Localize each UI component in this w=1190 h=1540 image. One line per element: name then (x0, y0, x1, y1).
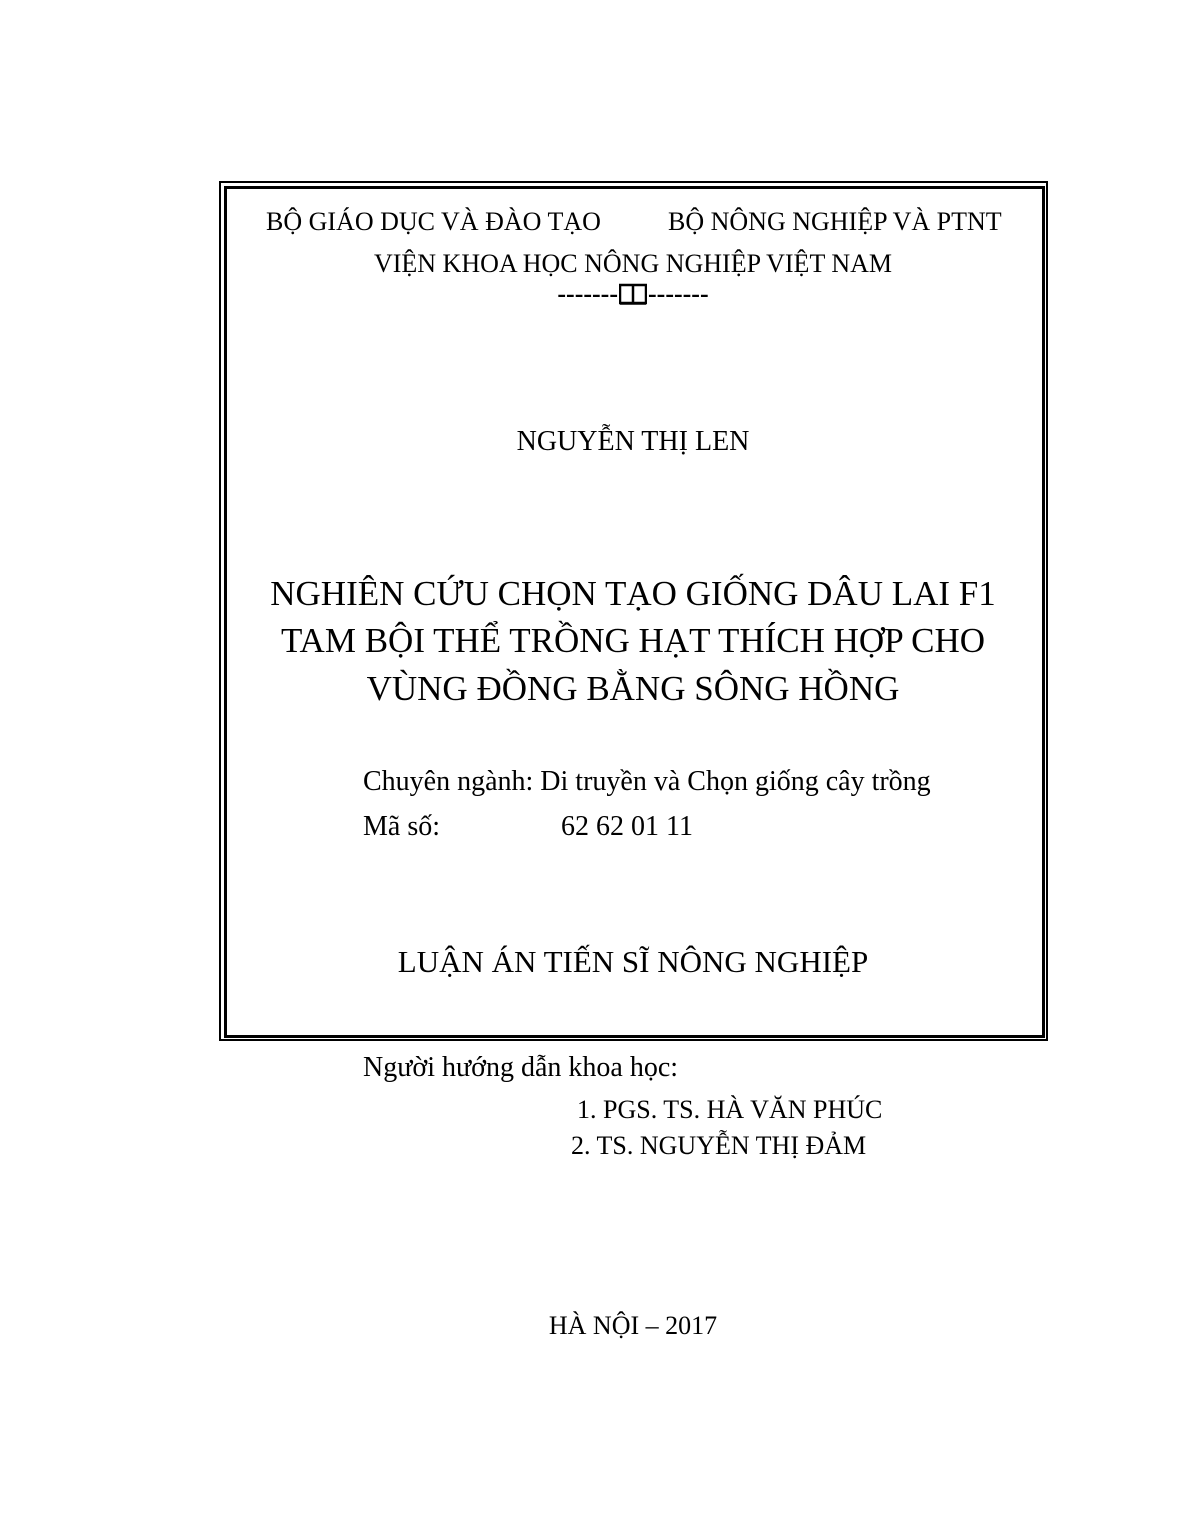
book-icon (619, 283, 647, 305)
author-name: NGUYỄN THỊ LEN (516, 426, 750, 457)
advisor-item: 1. PGS. TS. HÀ VĂN PHÚC (577, 1095, 883, 1124)
thesis-title-line: VÙNG ĐỒNG BẰNG SÔNG HỒNG (366, 669, 900, 708)
divider-dashes-right: ------- (648, 279, 709, 308)
advisor-item: 2. TS. NGUYỄN THỊ ĐẢM (571, 1131, 867, 1160)
thesis-title-line: NGHIÊN CỨU CHỌN TẠO GIỐNG DÂU LAI F1 (270, 574, 996, 613)
thesis-title-line: TAM BỘI THỂ TRỒNG HẠT THÍCH HỢP CHO (280, 621, 986, 660)
header-divider (232, 281, 1034, 307)
major-field: Chuyên ngành: Di truyền và Chọn giống cây trồng (363, 766, 931, 797)
ministry-agriculture: BỘ NÔNG NGHIỆP VÀ PTNT (668, 207, 1002, 236)
ministry-education: BỘ GIÁO DỤC VÀ ĐÀO TẠO (266, 207, 601, 236)
divider-dashes-left: ------- (557, 279, 618, 308)
place-year: HÀ NỘI – 2017 (548, 1311, 718, 1340)
degree-title: LUẬN ÁN TIẾN SĨ NÔNG NGHIỆP (397, 944, 869, 979)
institute-name: VIỆN KHOA HỌC NÔNG NGHIỆP VIỆT NAM (373, 249, 893, 278)
advisors-label: Người hướng dẫn khoa học: (363, 1052, 679, 1083)
code-label: Mã số: (363, 811, 440, 842)
code-value: 62 62 01 11 (561, 811, 693, 842)
